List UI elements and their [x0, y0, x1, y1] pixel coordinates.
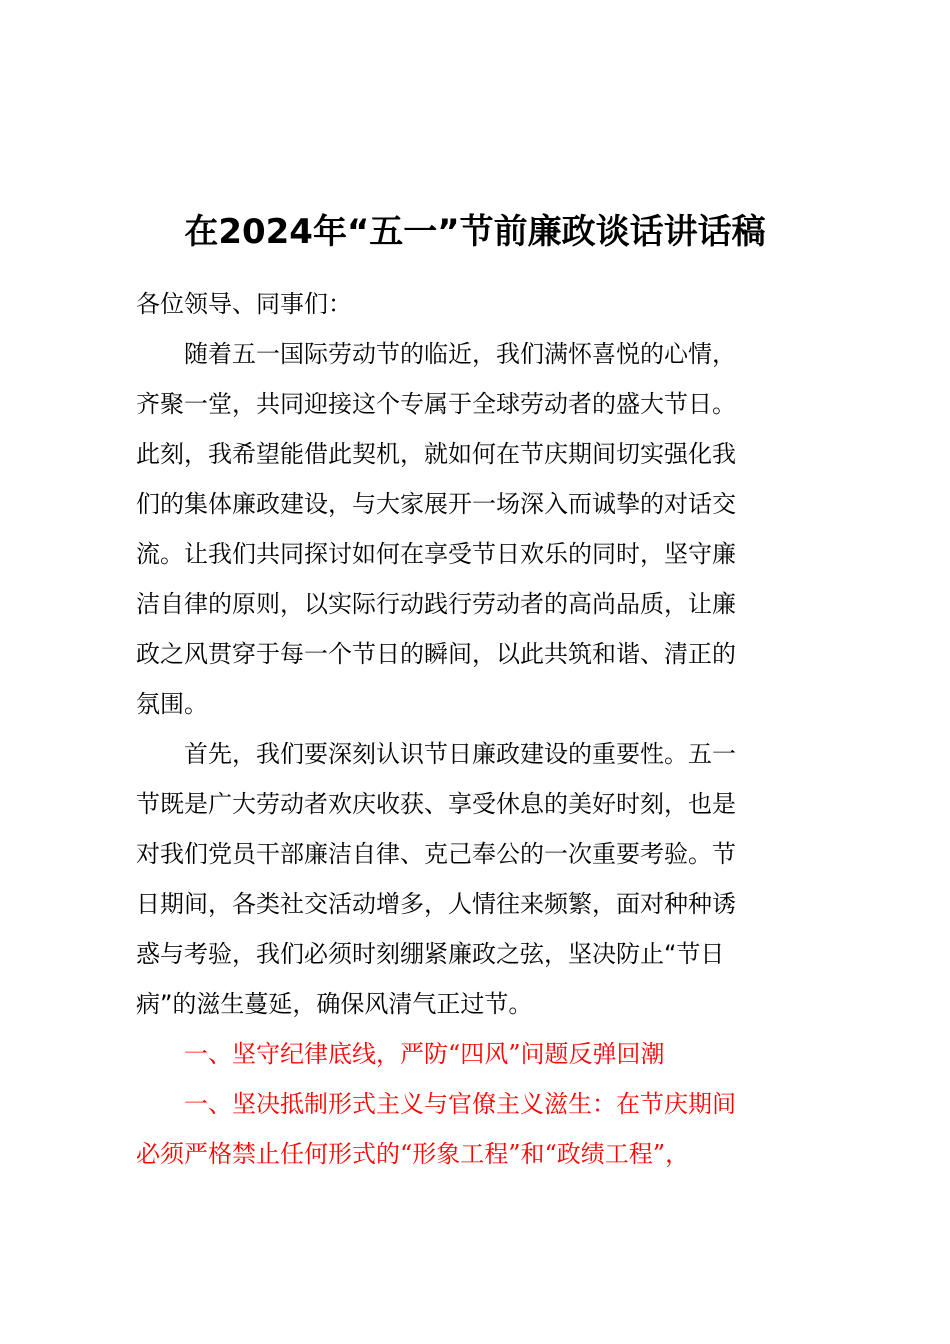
salutation-line: 各位领导、同事们：	[136, 290, 352, 318]
red-body-line: 必须严格禁止任何形式的“形象工程”和“政绩工程”，	[136, 1140, 690, 1168]
red-body-line: 一、坚决抵制形式主义与官僚主义滋生：在节庆期间	[184, 1090, 736, 1118]
body-line: 氛围。	[136, 690, 208, 718]
body-line: 洁自律的原则，以实际行动践行劳动者的高尚品质，让廉	[136, 590, 736, 618]
section-heading: 一、坚守纪律底线，严防“四风”问题反弹回潮	[184, 1040, 665, 1068]
body-line: 此刻，我希望能借此契机，就如何在节庆期间切实强化我	[136, 440, 736, 468]
body-line: 病”的滋生蔓延，确保风清气正过节。	[136, 990, 533, 1018]
body-line: 节既是广大劳动者欢庆收获、享受休息的美好时刻，也是	[136, 790, 736, 818]
body-line: 随着五一国际劳动节的临近，我们满怀喜悦的心情，	[184, 340, 736, 368]
body-line: 流。让我们共同探讨如何在享受节日欢乐的同时，坚守廉	[136, 540, 736, 568]
body-line: 对我们党员干部廉洁自律、克己奉公的一次重要考验。节	[136, 840, 736, 868]
body-line: 齐聚一堂，共同迎接这个专属于全球劳动者的盛大节日。	[136, 390, 736, 418]
body-line: 日期间，各类社交活动增多，人情往来频繁，面对种种诱	[136, 890, 736, 918]
body-line: 政之风贯穿于每一个节日的瞬间，以此共筑和谐、清正的	[136, 640, 736, 668]
body-line: 惑与考验，我们必须时刻绷紧廉政之弦，坚决防止“节日	[136, 940, 725, 968]
body-line: 首先，我们要深刻认识节日廉政建设的重要性。五一	[184, 740, 736, 768]
document-title: 在2024年“五一”节前廉政谈话讲话稿	[184, 212, 766, 252]
body-line: 们的集体廉政建设，与大家展开一场深入而诚挚的对话交	[136, 490, 736, 518]
